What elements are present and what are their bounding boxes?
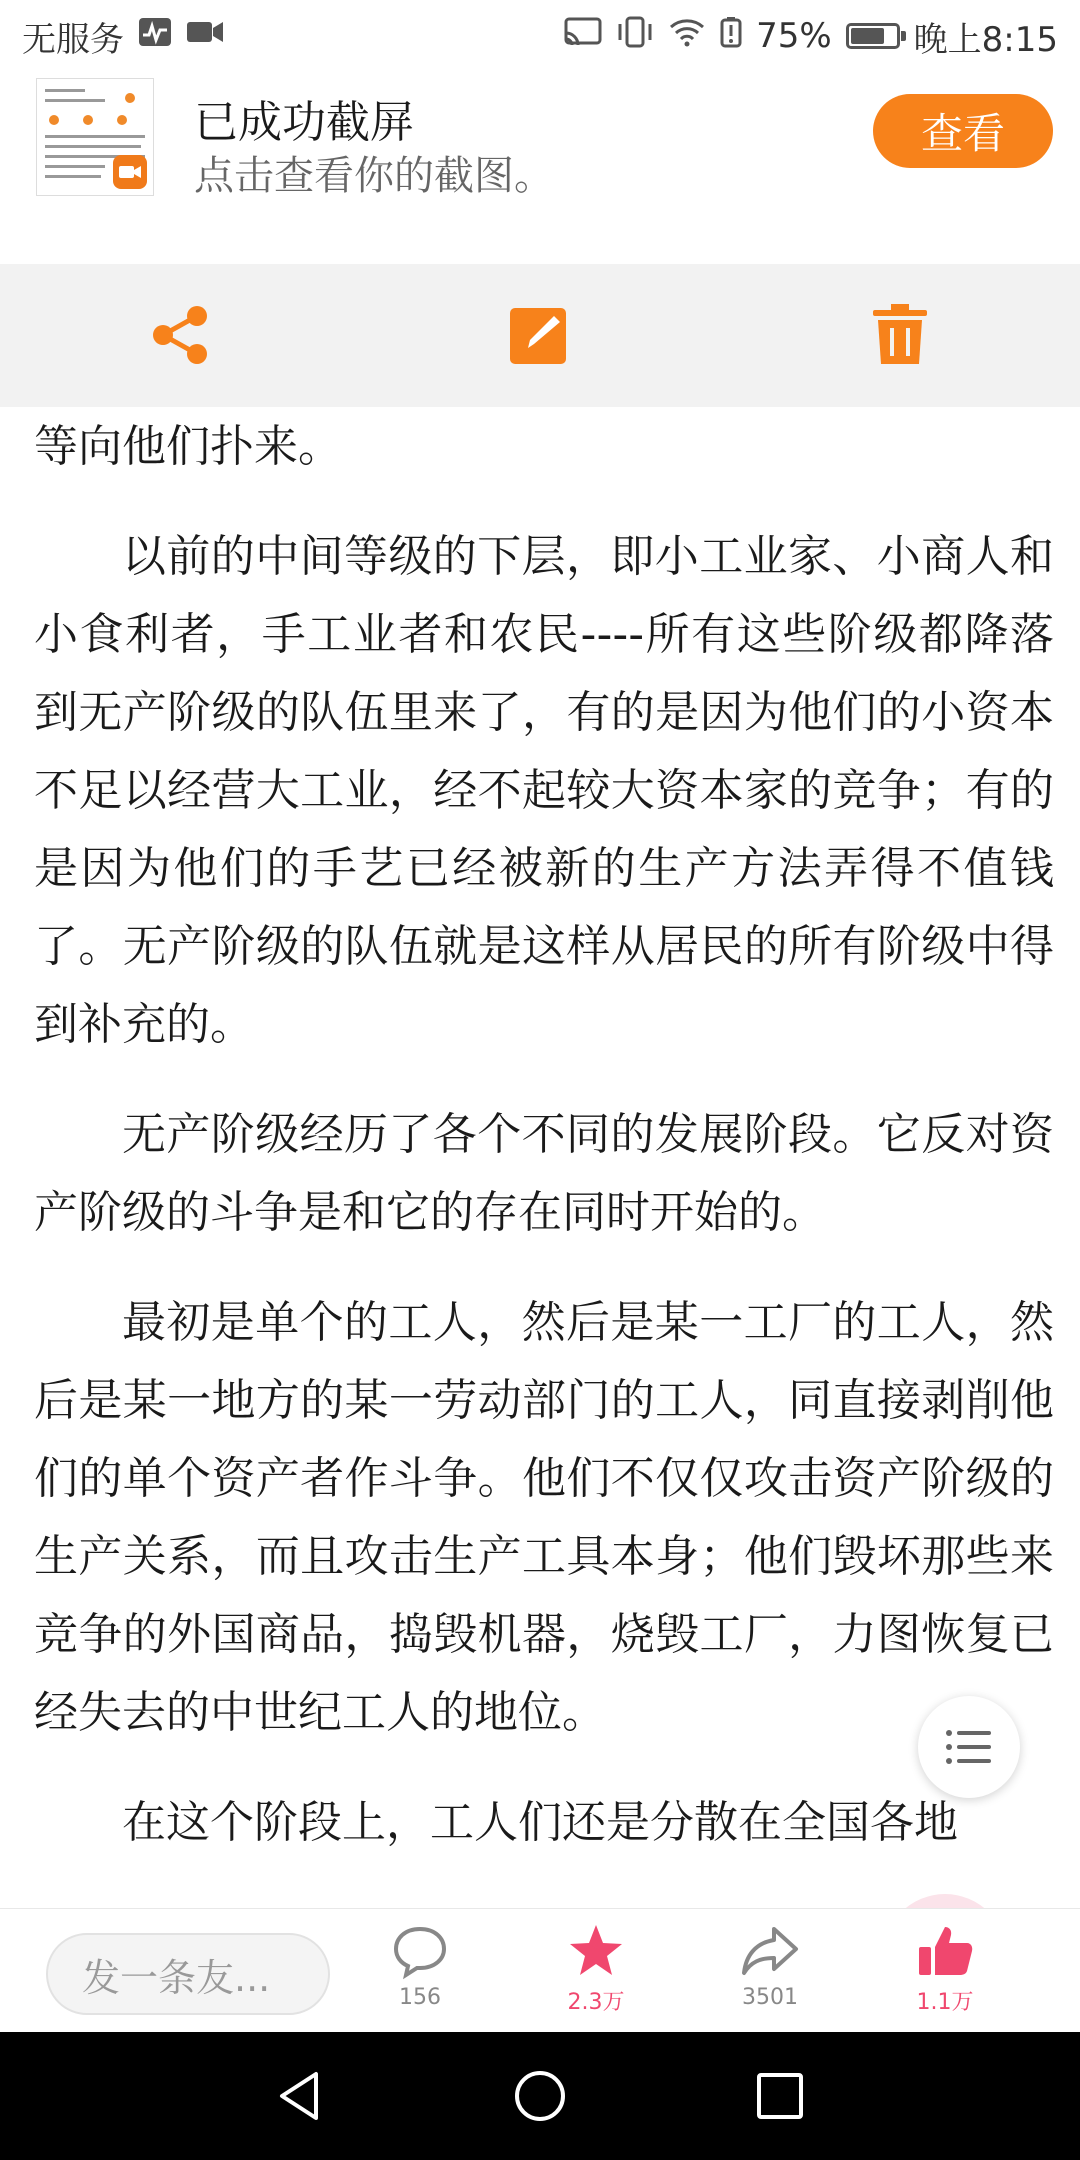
back-icon[interactable]	[270, 2066, 330, 2126]
share-button[interactable]	[710, 1921, 830, 2010]
system-navigation-bar	[0, 2032, 1080, 2160]
screenshot-action-toolbar	[0, 264, 1080, 407]
notification-subtitle: 点击查看你的截图。	[194, 153, 554, 199]
thumb-dot	[83, 115, 93, 125]
view-screenshot-button[interactable]: 查看	[873, 94, 1053, 168]
activity-icon	[138, 17, 172, 55]
delete-icon[interactable]	[865, 300, 935, 370]
wifi-icon	[668, 17, 706, 55]
thumb-dot	[49, 115, 59, 125]
forward-arrow-icon	[740, 1921, 800, 1981]
comment-input[interactable]: 发一条友...	[46, 1933, 330, 2015]
vibrate-icon	[616, 16, 654, 56]
screen-record-icon	[113, 155, 147, 189]
like-count: 1.1万	[916, 1990, 974, 2015]
favorite-button[interactable]	[536, 1921, 656, 2016]
carrier-label: 无服务	[22, 19, 124, 60]
battery-fill	[851, 28, 884, 44]
menu-fab[interactable]	[918, 1696, 1020, 1798]
thumb-dot	[117, 115, 127, 125]
comment-count: 156	[399, 1985, 441, 2010]
battery-icon	[846, 23, 900, 49]
share-count: 3501	[742, 1985, 798, 2010]
thumb-line	[45, 165, 105, 168]
recents-icon[interactable]	[750, 2066, 810, 2126]
favorite-count: 2.3万	[567, 1990, 625, 2015]
comment-button[interactable]	[360, 1921, 480, 2010]
star-icon	[566, 1921, 626, 1981]
cast-icon	[564, 17, 602, 55]
thumb-dot	[125, 93, 135, 103]
list-menu-icon	[943, 1727, 995, 1767]
screenshot-notification[interactable]	[0, 72, 1080, 264]
article-paragraph: 无产阶级经历了各个不同的发展阶段。它反对资产阶级的斗争是和它的存在同时开始的。	[34, 1109, 1054, 1238]
battery-percent: 75%	[756, 16, 832, 56]
thumb-line	[45, 89, 85, 92]
notification-title: 已成功截屏	[194, 97, 414, 148]
thumb-line	[45, 145, 141, 148]
screenshot-thumbnail[interactable]	[36, 78, 154, 196]
status-right	[564, 12, 1058, 61]
article-paragraph: 在这个阶段上，工人们还是分散在全国各地	[122, 1797, 958, 1848]
status-bar	[0, 0, 1080, 72]
article-paragraph: 以前的中间等级的下层，即小工业家、小商人和小食利者，手工业者和农民----所有这些阶级都降落到无产阶级的队伍里来了，有的是因为他们的小资本不足以经营大工业，经不起较大资本家的竞争；有的是因为他们的手艺已经被新的生产方法弄得不值钱了。无产阶级的队伍就是这样从居民的所有阶级中得到补充的。	[34, 531, 1054, 1050]
status-left	[22, 12, 224, 61]
like-button[interactable]	[885, 1921, 1005, 2016]
thumb-line	[45, 135, 145, 138]
clock: 晚上8:15	[913, 19, 1058, 60]
article-paragraph: 等向他们扑来。	[34, 421, 342, 472]
thumb-line	[45, 175, 101, 178]
comment-icon	[390, 1921, 450, 1981]
article-paragraph: 最初是单个的工人，然后是某一工厂的工人，然后是某一地方的某一劳动部门的工人，同直接剥削他们的单个资产者作斗争。他们不仅仅攻击资产阶级的生产关系，而且攻击生产工具本身；他们毁坏那些来竞争的外国商品，捣毁机器，烧毁工厂，力图恢复已经失去的中世纪工人的地位。	[34, 1297, 1054, 1738]
share-icon[interactable]	[145, 300, 215, 370]
interaction-bar	[0, 1908, 1080, 2033]
video-camera-icon	[186, 18, 224, 54]
home-icon[interactable]	[510, 2066, 570, 2126]
thumb-line	[45, 99, 105, 102]
article-body	[34, 408, 1054, 1908]
battery-alert-icon	[720, 16, 742, 56]
edit-icon[interactable]	[504, 300, 574, 370]
thumbs-up-icon	[915, 1921, 975, 1981]
